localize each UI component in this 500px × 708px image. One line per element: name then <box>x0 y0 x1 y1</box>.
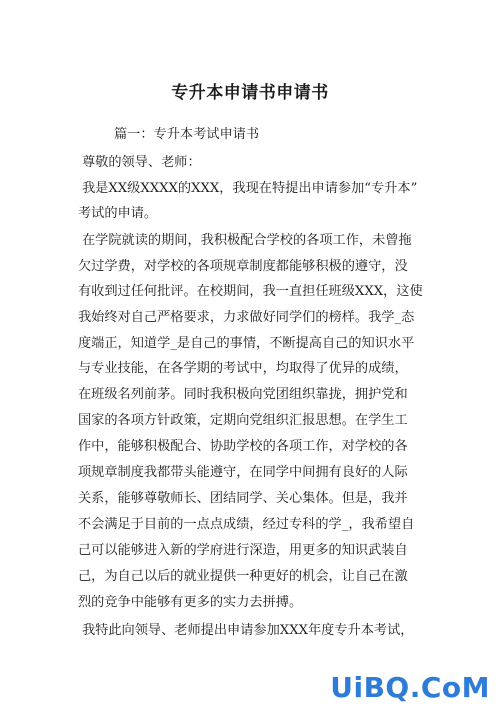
paragraph-line: 作中，能够积极配合、协助学校的各项工作，对学校的各 <box>78 439 408 454</box>
paragraph-line: 在学院就读的期间，我积极配合学校的各项工作，未曾拖 <box>82 233 412 248</box>
paragraph-line: 我特此向领导、老师提出申请参加XXX年度专升本考试， <box>82 623 414 638</box>
paragraph-line: 我始终对自己严格要求，力求做好同学们的榜样。我学_态 <box>78 310 415 325</box>
paragraph-line: 我是XX级XXXX的XXX，我现在特提出申请参加“专升本” <box>82 181 418 196</box>
site-watermark: UiBQ.CoM <box>330 671 490 704</box>
paragraph-line: 烈的竞争中能够有更多的实力去拼搏。 <box>78 595 303 610</box>
paragraph-line: 度端正，知道学_是自己的事情，不断提高自己的知识水平 <box>78 336 415 351</box>
paragraph-line: 在班级名列前茅。同时我积极向党团组织靠拢，拥护党和 <box>78 387 408 402</box>
paragraph-line: 己可以能够进入新的学府进行深造，用更多的知识武装自 <box>78 543 408 558</box>
paragraph-line: 欠过学费，对学校的各项规章制度都能够积极的遵守，没 <box>78 259 408 274</box>
paragraph-line: 不会满足于目前的一点点成绩，经过专科的学_，我希望自 <box>78 517 415 532</box>
paragraph-line: 己，为自己以后的就业提供一种更好的机会，让自己在激 <box>78 569 408 584</box>
paragraph-line: 项规章制度我都带头能遵守，在同学中间拥有良好的人际 <box>78 465 408 480</box>
salutation: 尊敬的领导、老师： <box>82 155 201 170</box>
paragraph-line: 国家的各项方针政策，定期向党组织汇报思想。在学生工 <box>78 413 408 428</box>
paragraph-line: 关系，能够尊敬师长、团结同学、关心集体。但是，我并 <box>78 491 408 506</box>
document-title: 专升本申请书申请书 <box>171 83 329 103</box>
paragraph-line: 考试的申请。 <box>78 206 158 221</box>
section-heading: 篇一：专升本考试申请书 <box>114 127 260 142</box>
paragraph-line: 与专业技能，在各学期的考试中，均取得了优异的成绩， <box>78 361 408 376</box>
paragraph-line: 有收到过任何批评。在校期间，我一直担任班级XXX，这使 <box>78 284 423 299</box>
